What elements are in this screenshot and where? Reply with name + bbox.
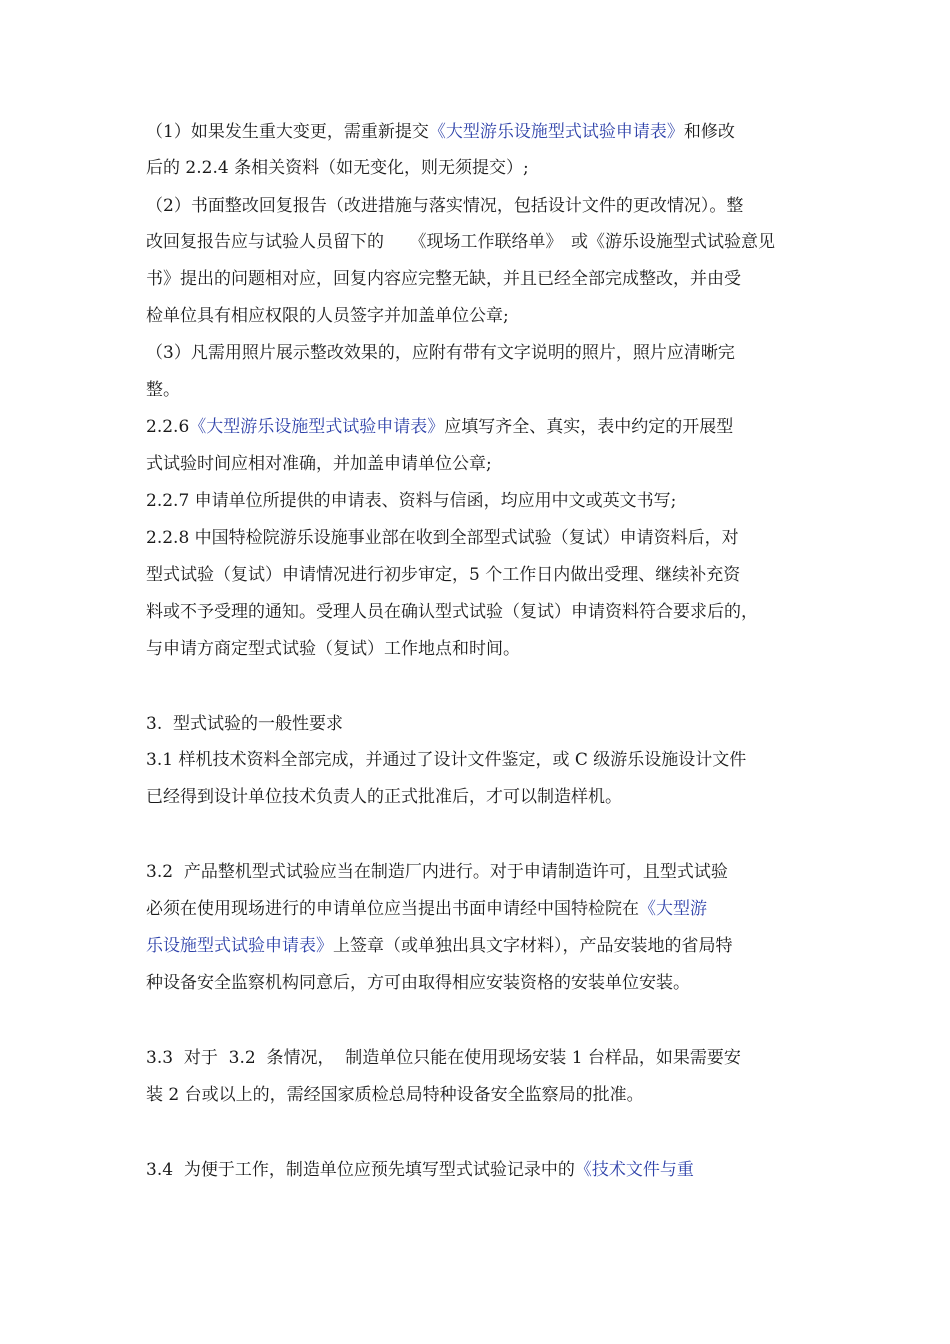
text-line: 3.1 样机技术资料全部完成，并通过了设计文件鉴定，或 C 级游乐设施设计文件	[146, 750, 747, 770]
text-line: 2.2.6《大型游乐设施型式试验申请表》应填写齐全、真实，表中约定的开展型	[146, 417, 734, 437]
text-line: 检单位具有相应权限的人员签字并加盖单位公章;	[146, 306, 509, 326]
form-link[interactable]: 《大型游乐设施型式试验申请表》	[189, 417, 445, 437]
text-line: （1）如果发生重大变更，需重新提交《大型游乐设施型式试验申请表》和修改	[146, 122, 735, 142]
form-link[interactable]: 《技术文件与重	[574, 1160, 694, 1180]
text-line: （3）凡需用照片展示整改效果的，应附有带有文字说明的照片，照片应清晰完	[146, 343, 735, 363]
text-line: 整。	[146, 380, 180, 400]
text-line: 2.2.7 申请单位所提供的申请表、资料与信函，均应用中文或英文书写;	[146, 491, 677, 511]
section-heading: 3. 型式试验的一般性要求	[146, 714, 344, 734]
text-line: 料或不予受理的通知。受理人员在确认型式试验（复试）申请资料符合要求后的，	[146, 602, 758, 622]
text-line: 已经得到设计单位技术负责人的正式批准后，才可以制造样机。	[146, 787, 622, 807]
text-line: 型式试验（复试）申请情况进行初步审定，5 个工作日内做出受理、继续补充资	[146, 565, 741, 585]
form-link[interactable]: 《大型游	[639, 899, 707, 919]
text-line: 必须在使用现场进行的申请单位应当提出书面申请经中国特检院在《大型游	[146, 899, 707, 919]
form-link[interactable]: 《大型游乐设施型式试验申请表》	[428, 122, 684, 142]
text-line: 书》提出的问题相对应，回复内容应完整无缺，并且已经全部完成整改，并由受	[146, 269, 741, 289]
text-line: 装 2 台或以上的，需经国家质检总局特种设备安全监察局的批准。	[146, 1085, 644, 1105]
text-line: 3.3 对于 3.2 条情况， 制造单位只能在使用现场安装 1 台样品，如果需要安	[146, 1048, 741, 1068]
form-link[interactable]: 乐设施型式试验申请表》	[146, 936, 333, 956]
text-line: 3.2 产品整机型式试验应当在制造厂内进行。对于申请制造许可，且型式试验	[146, 862, 728, 882]
text-line: 与申请方商定型式试验（复试）工作地点和时间。	[146, 639, 520, 659]
text-line: 3.4 为便于工作，制造单位应预先填写型式试验记录中的《技术文件与重	[146, 1160, 694, 1180]
text-line: 后的 2.2.4 条相关资料（如无变化，则无须提交）;	[146, 158, 529, 178]
text-line: 式试验时间应相对准确，并加盖申请单位公章;	[146, 454, 492, 474]
text-line: 种设备安全监察机构同意后，方可由取得相应安装资格的安装单位安装。	[146, 973, 690, 993]
text-line: 改回复报告应与试验人员留下的 《现场工作联络单》 或《游乐设施型式试验意见	[146, 232, 775, 252]
text-line: 乐设施型式试验申请表》上签章（或单独出具文字材料），产品安装地的省局特	[146, 936, 733, 956]
text-line: 2.2.8 中国特检院游乐设施事业部在收到全部型式试验（复试）申请资料后，对	[146, 528, 739, 548]
text-line: （2）书面整改回复报告（改进措施与落实情况，包括设计文件的更改情况）。整	[146, 196, 744, 216]
